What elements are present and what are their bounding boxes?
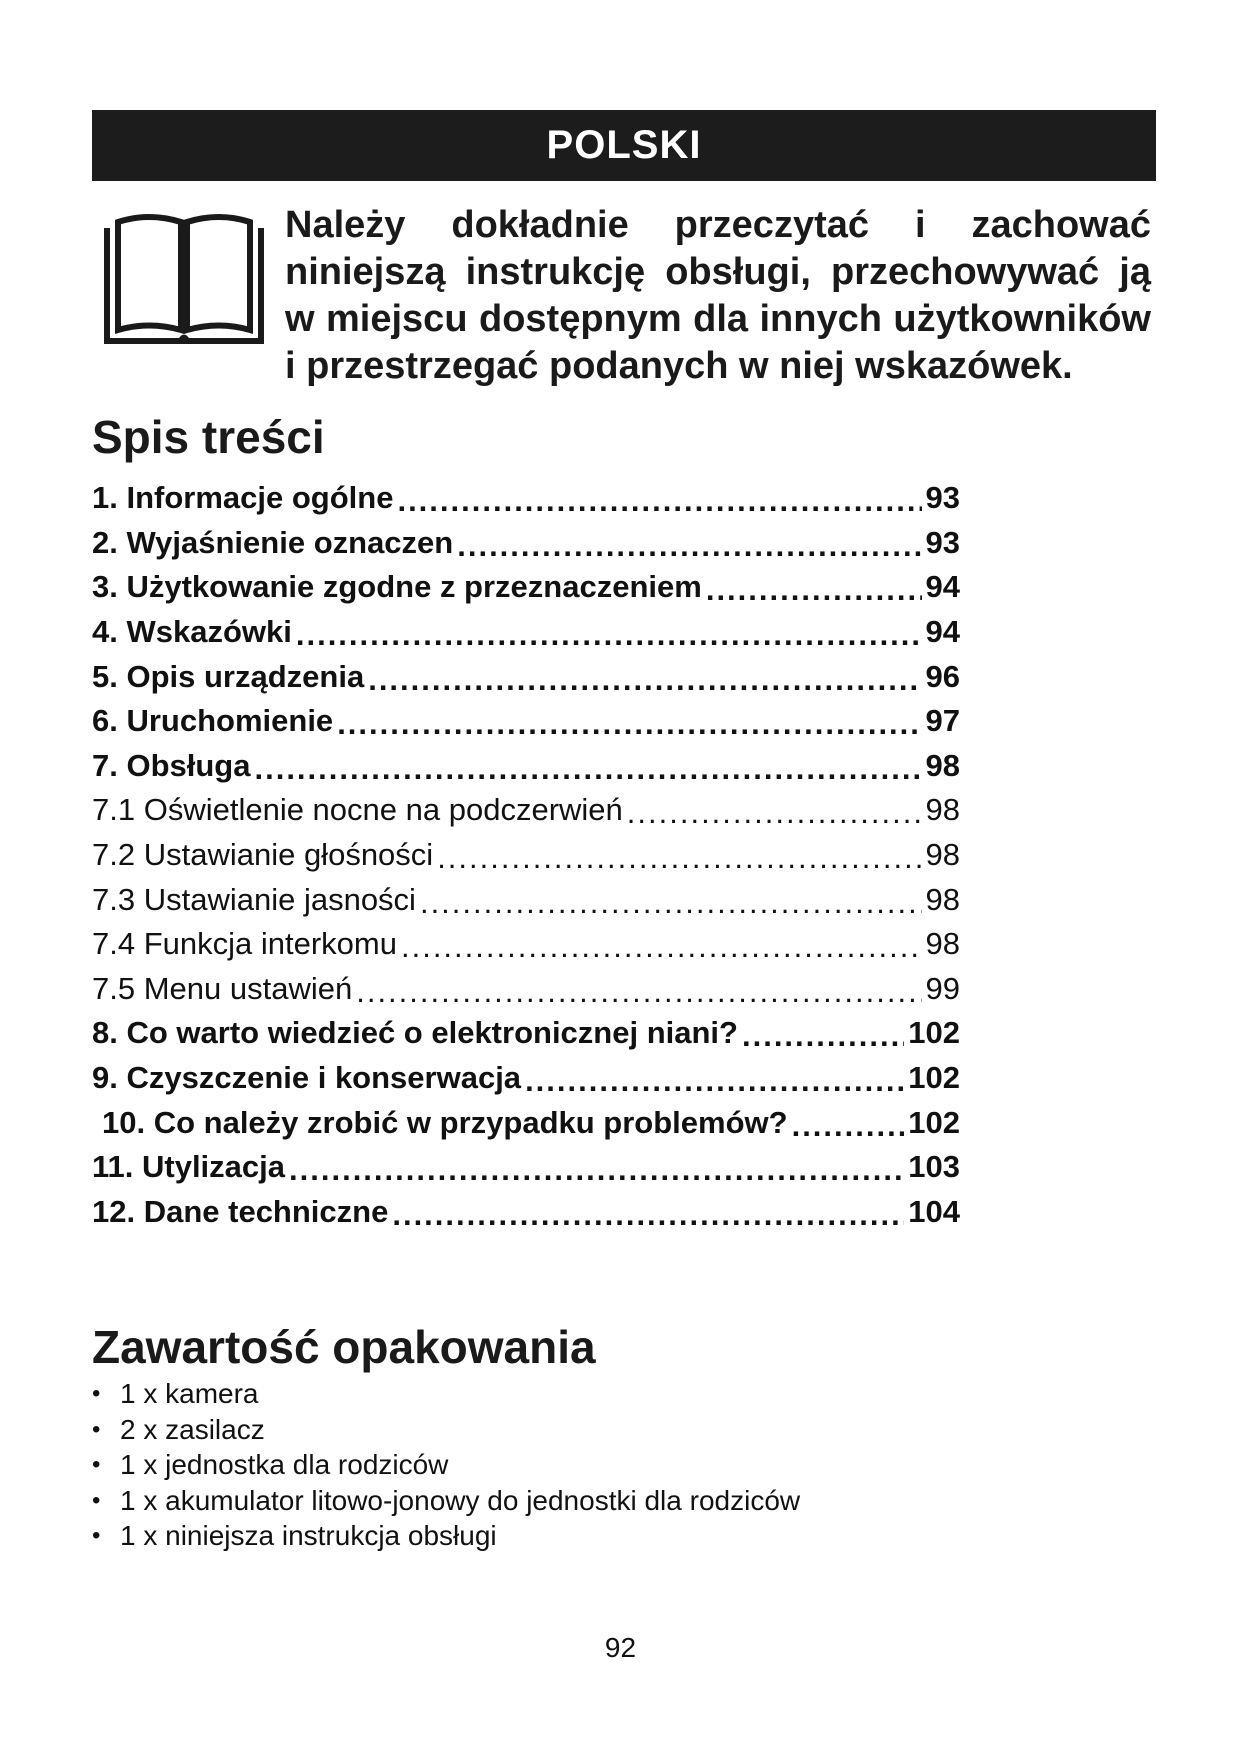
toc-entry[interactable] <box>92 744 960 789</box>
list-item <box>92 1483 800 1519</box>
toc-entry[interactable] <box>92 610 960 655</box>
toc-entry-label: 2. Wyjaśnienie oznaczen <box>92 524 454 560</box>
page-number: 92 <box>604 1632 637 1663</box>
toc-entry[interactable] <box>92 699 960 744</box>
list-item-text: 2 x zasilacz <box>120 1413 265 1445</box>
dot-leader <box>525 1063 904 1099</box>
toc-entry-page: 102 <box>908 1015 960 1051</box>
toc-entry-label: 7. Obsługa <box>92 747 251 783</box>
toc-entry[interactable] <box>92 521 960 566</box>
toc-entry[interactable] <box>92 1056 960 1101</box>
toc-entry-label: 5. Opis urządzenia <box>92 658 365 694</box>
toc-subentry[interactable] <box>92 967 960 1012</box>
dot-leader <box>337 706 921 742</box>
list-item <box>92 1376 800 1412</box>
toc-entry-label: 7.3 Ustawianie jasności <box>92 881 416 917</box>
toc-entry-page: 94 <box>925 569 960 605</box>
dot-leader <box>289 1152 904 1188</box>
toc-entry-page: 102 <box>908 1104 960 1140</box>
toc-entry-label: 1. Informacje ogólne <box>92 480 394 516</box>
toc-entry-page: 98 <box>925 747 960 783</box>
toc-entry[interactable] <box>92 1100 960 1145</box>
toc-entry-label: 11. Utylizacja <box>92 1149 286 1185</box>
package-contents-list <box>92 1376 800 1554</box>
toc-entry-label: 9. Czyszczenie i konserwacja <box>92 1060 522 1096</box>
bullet-icon: • <box>92 1415 101 1443</box>
toc-entry-page: 93 <box>925 480 960 516</box>
bullet-icon: • <box>92 1486 101 1514</box>
toc-entry[interactable] <box>92 1190 960 1235</box>
toc-entry-page: 98 <box>925 792 960 828</box>
dot-leader <box>706 572 922 608</box>
toc-entry-label: 7.2 Ustawianie głośności <box>92 837 434 873</box>
language-header: POLSKI <box>92 110 1156 181</box>
package-contents-title: Zawartość opakowania <box>92 1321 596 1373</box>
toc-subentry[interactable] <box>92 833 960 878</box>
toc-entry[interactable] <box>92 565 960 610</box>
toc-entry-page: 102 <box>908 1060 960 1096</box>
toc-entry-page: 97 <box>925 703 960 739</box>
list-item-text: 1 x akumulator litowo-jonowy do jednostki dla rodziców <box>120 1484 801 1516</box>
dot-leader <box>420 885 922 921</box>
toc-subentry[interactable] <box>92 788 960 833</box>
list-item <box>92 1412 800 1448</box>
toc-entry-label: 6. Uruchomienie <box>92 703 334 739</box>
dot-leader <box>627 795 922 831</box>
toc-entry-page: 98 <box>925 881 960 917</box>
toc-entry[interactable] <box>92 1011 960 1056</box>
open-book-icon <box>104 210 264 346</box>
list-item <box>92 1447 800 1483</box>
toc-entry-page: 96 <box>925 658 960 694</box>
bullet-icon: • <box>92 1380 101 1407</box>
dot-leader <box>392 1197 904 1233</box>
toc-entry-page: 98 <box>925 926 960 962</box>
toc-entry-page: 94 <box>925 614 960 650</box>
toc-entry-page: 99 <box>925 970 960 1006</box>
toc-entry-page: 104 <box>908 1193 960 1229</box>
toc-subentry[interactable] <box>92 922 960 967</box>
toc-title: Spis treści <box>92 411 325 463</box>
toc-entry-page: 103 <box>908 1149 960 1185</box>
bullet-icon: • <box>92 1522 101 1549</box>
toc-entry-label: 8. Co warto wiedzieć o elektronicznej niani? <box>92 1015 738 1051</box>
toc-entry-label: 4. Wskazówki <box>92 614 292 650</box>
toc-entry-label: 3. Użytkowanie zgodne z przeznaczeniem <box>92 569 702 605</box>
toc-entry[interactable] <box>92 1145 960 1190</box>
toc-entry-label: 7.5 Menu ustawień <box>92 970 353 1006</box>
dot-leader <box>792 1108 905 1144</box>
list-item-text: 1 x niniejsza instrukcja obsługi <box>120 1520 497 1551</box>
dot-leader <box>356 974 921 1010</box>
dot-leader <box>368 662 921 698</box>
toc-entry[interactable] <box>92 476 960 521</box>
toc-entry-label: 7.4 Funkcja interkomu <box>92 926 397 962</box>
dot-leader <box>397 483 921 519</box>
toc-entry-page: 98 <box>925 837 960 873</box>
dot-leader <box>742 1018 904 1054</box>
toc-entry[interactable] <box>92 654 960 699</box>
dot-leader <box>401 929 922 965</box>
toc-entry-label: 12. Dane techniczne <box>92 1193 389 1229</box>
toc-entry-page: 93 <box>925 524 960 560</box>
list-item-text: 1 x jednostka dla rodziców <box>120 1449 449 1480</box>
bullet-icon: • <box>92 1451 101 1478</box>
dot-leader <box>457 528 921 564</box>
toc-entry-label: 7.1 Oświetlenie nocne na podczerwień <box>92 792 623 828</box>
list-item-text: 1 x kamera <box>120 1378 259 1409</box>
dot-leader <box>296 617 922 653</box>
toc-subentry[interactable] <box>92 877 960 922</box>
table-of-contents <box>92 476 960 1234</box>
intro-notice: Należy dokładnie przeczytać i zachować niniejszą instrukcję obsługi, przechowywać ją w miejscu dostępnym dla innych użytkowników i przestrzegać podanych w niej wskazówek. <box>285 204 1151 387</box>
dot-leader <box>254 751 921 787</box>
list-item <box>92 1518 800 1554</box>
dot-leader <box>437 840 921 876</box>
toc-entry-label: 10. Co należy zrobić w przypadku problemów? <box>102 1104 788 1140</box>
